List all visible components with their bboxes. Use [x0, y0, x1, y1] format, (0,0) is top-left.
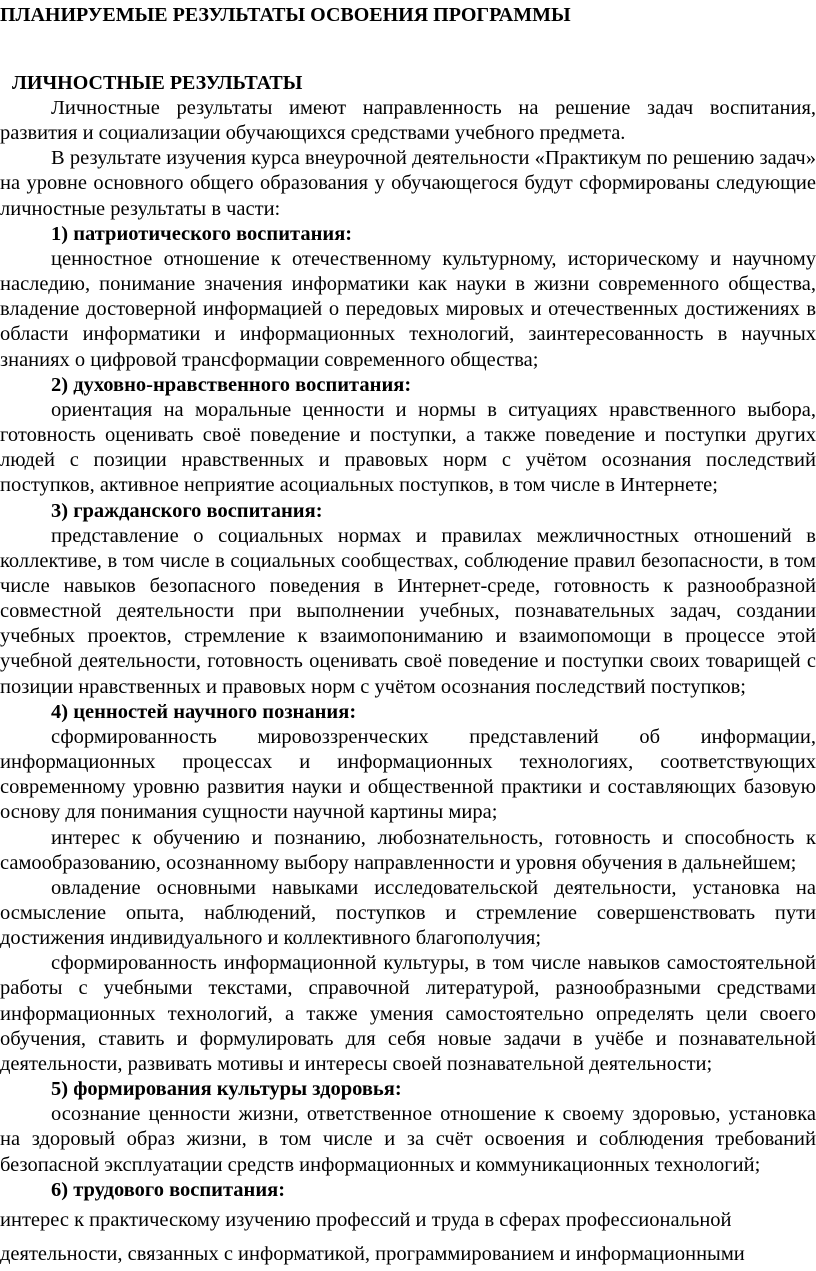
section-paragraph: сформированность информационной культуры, в том числе навыков самостоятельной работы с учебными текстами, справочной литературой, разнообразными средствами информационных технологий, а также умения самостоятельно определять цели своего обучения, ставить и формулировать для себя новые задачи в учёбе и познавательной деятельности, развивать мотивы и интересы своей познавательной деятельности; — [0, 952, 816, 1075]
section-paragraph: интерес к обучению и познанию, любознательность, готовность и способность к самообразованию, осознанному выбору направленности и уровня обучения в дальнейшем; — [0, 826, 816, 874]
section-heading: 2) духовно-нравственного воспитания: — [51, 373, 412, 396]
section-paragraph: ориентация на моральные ценности и нормы в ситуациях нравственного выбора, готовность оценивать своё поведение и поступки, а также поведение и поступки других людей с позиции нравственных и правовых норм с учётом осознания последствий поступков, активное неприятие асоциальных поступков, в том числе в Интернете; — [0, 398, 816, 497]
section-heading: 6) трудового воспитания: — [51, 1178, 286, 1201]
section-heading: 3) гражданского воспитания: — [51, 499, 323, 522]
section-paragraph: сформированность мировоззренческих представлений об информации, информационных процессах и информационных технологиях, соответствующих современному уровню развития науки и общественной практики и составляющих базовую основу для понимания сущности научной картины мира; — [0, 725, 816, 824]
section-paragraph: осознание ценности жизни, ответственное отношение к своему здоровью, установка на здоровый образ жизни, в том числе и за счёт освоения и соблюдения требований безопасной эксплуатации средств информационных и коммуникационных технологий; — [0, 1103, 816, 1176]
section-heading: 5) формирования культуры здоровья: — [51, 1078, 402, 1101]
section-paragraph: ценностное отношение к отечественному культурному, историческому и научному наследию, понимание значения информатики как науки в жизни современного общества, владение достоверной информацией о передовых мировых и отечественных достижениях в области информатики и информационных технологий, заинтересованность в научных знаниях о цифровой трансформации современного общества; — [0, 247, 816, 371]
section-paragraph: овладение основными навыками исследовательской деятельности, установка на осмысление опыта, наблюдений, поступков и стремление совершенствовать пути достижения индивидуального и коллективного благополучия; — [0, 876, 816, 950]
section-heading: 1) патриотического воспитания: — [51, 222, 353, 245]
section-paragraph: представление о социальных нормах и правилах межличностных отношений в коллективе, в том числе в социальных сообществах, соблюдение правил безопасности, в том числе навыков безопасного поведения в Интернет-среде, готовность к разнообразной совместной деятельности при выполнении учебных, познавательных задач, создании учебных проектов, стремление к взаимопониманию и взаимопомощи в процессе этой учебной деятельности, готовность оценивать своё поведение и поступки своих товарищей с позиции нравственных и правовых норм с учётом осознания последствий поступков; — [0, 524, 816, 698]
section-title: ЛИЧНОСТНЫЕ РЕЗУЛЬТАТЫ — [12, 72, 303, 94]
intro-paragraph: В результате изучения курса внеурочной деятельности «Практикум по решению задач» на уровне основного общего образования у обучающегося будут сформированы следующие личностные результаты в части: — [0, 147, 816, 220]
intro-paragraph: Личностные результаты имеют направленность на решение задач воспитания, развития и социализации обучающихся средствами учебного предмета. — [0, 97, 816, 145]
section-paragraph: интерес к практическому изучению профессий и труда в сферах профессиональной деятельности, связанных с информатикой, программированием и информационными — [0, 1208, 745, 1265]
section-heading: 4) ценностей научного познания: — [51, 700, 357, 723]
document-body — [0, 96, 816, 1271]
document-title: ПЛАНИРУЕМЫЕ РЕЗУЛЬТАТЫ ОСВОЕНИЯ ПРОГРАММЫ — [0, 4, 571, 26]
